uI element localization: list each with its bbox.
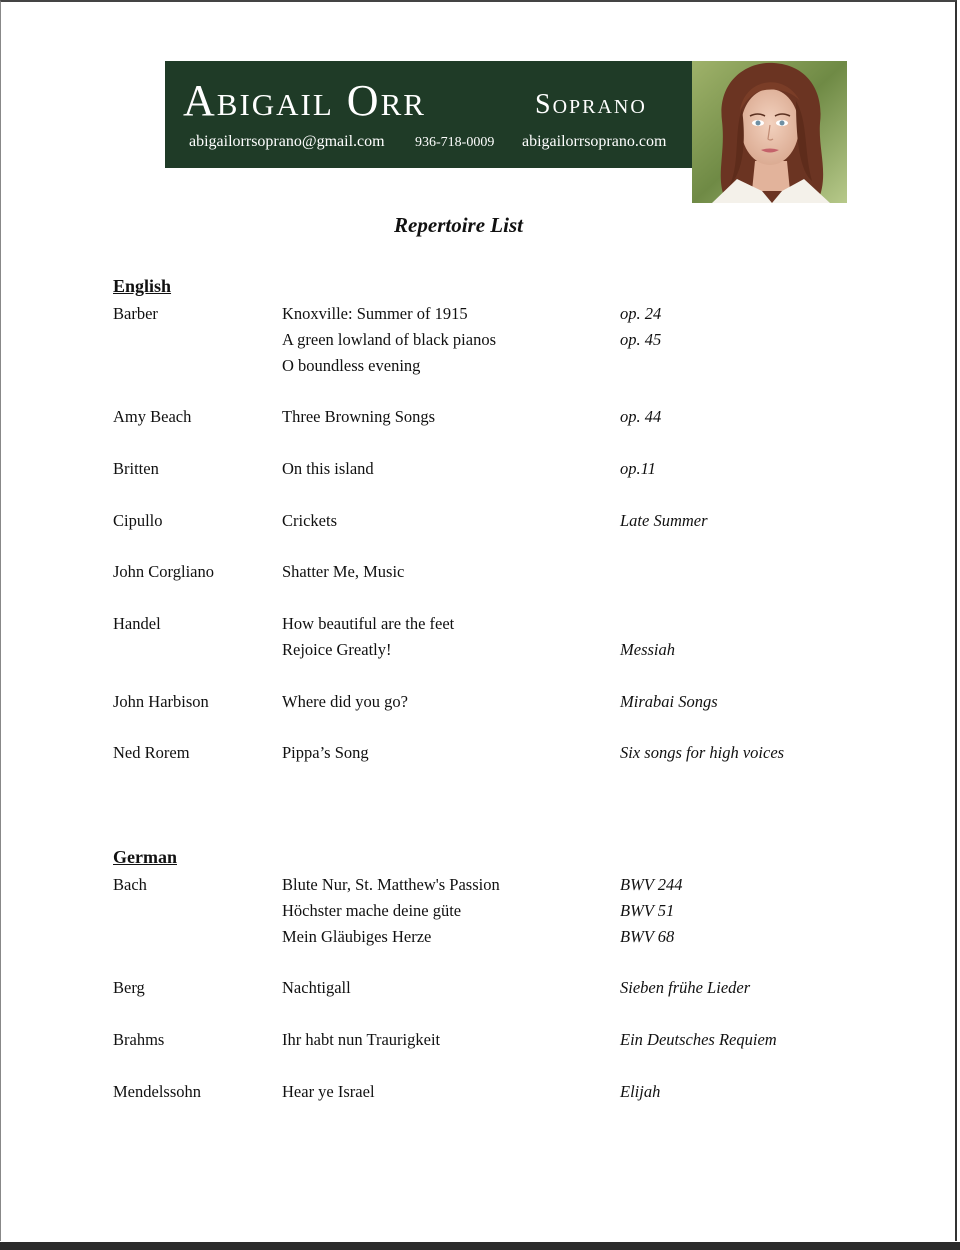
piece-title: Where did you go? xyxy=(282,692,408,711)
piece-opus: Sieben frühe Lieder xyxy=(620,978,751,997)
composer: John Harbison xyxy=(113,692,209,711)
piece-opus: BWV 51 xyxy=(620,901,675,920)
composer: Berg xyxy=(113,978,145,997)
piece-title: Mein Gläubiges Herze xyxy=(282,927,432,946)
window-bottom-bar xyxy=(0,1242,960,1250)
performer-name: Abigail Orr xyxy=(183,76,426,125)
piece-title: Blute Nur, St. Matthew's Passion xyxy=(282,875,500,894)
document-title: Repertoire List xyxy=(394,213,523,237)
piece-title: On this island xyxy=(282,459,374,478)
composer: John Corgliano xyxy=(113,562,214,581)
composer: Barber xyxy=(113,304,158,323)
piece-opus: Ein Deutsches Requiem xyxy=(620,1030,777,1049)
section-heading-english: English xyxy=(113,276,172,296)
piece-title: Crickets xyxy=(282,511,337,530)
piece-opus: Mirabai Songs xyxy=(620,692,718,711)
piece-title: Ihr habt nun Traurigkeit xyxy=(282,1030,441,1049)
composer: Amy Beach xyxy=(113,407,192,426)
piece-title: A green lowland of black pianos xyxy=(282,330,496,349)
piece-title: Pippa’s Song xyxy=(282,743,369,762)
composer: Ned Rorem xyxy=(113,743,190,762)
piece-opus: op. 44 xyxy=(620,407,662,426)
piece-title: Höchster mache deine güte xyxy=(282,901,462,920)
contact-email: abigailorrsoprano@gmail.com xyxy=(189,133,385,150)
header-banner xyxy=(165,61,692,168)
piece-title: Hear ye Israel xyxy=(282,1082,375,1101)
piece-title: How beautiful are the feet xyxy=(282,614,455,633)
composer: Cipullo xyxy=(113,511,163,530)
piece-opus: op. 24 xyxy=(620,304,662,323)
headshot-photo xyxy=(692,61,847,203)
piece-opus: Elijah xyxy=(620,1082,661,1101)
composer: Mendelssohn xyxy=(113,1082,201,1101)
composer: Bach xyxy=(113,875,147,894)
piece-opus: Six songs for high voices xyxy=(620,743,785,762)
composer: Handel xyxy=(113,614,161,633)
piece-title: Three Browning Songs xyxy=(282,407,436,426)
piece-opus: BWV 244 xyxy=(620,875,683,894)
contact-website: abigailorrsoprano.com xyxy=(522,133,667,150)
piece-opus: BWV 68 xyxy=(620,927,675,946)
piece-opus: op. 45 xyxy=(620,330,662,349)
headshot-illustration xyxy=(692,61,847,203)
piece-title: Nachtigall xyxy=(282,978,351,997)
piece-title: Knoxville: Summer of 1915 xyxy=(282,304,468,323)
piece-title: Rejoice Greatly! xyxy=(282,640,392,659)
section-heading-german: German xyxy=(113,847,177,867)
composer: Britten xyxy=(113,459,159,478)
contact-phone: 936-718-0009 xyxy=(415,135,495,150)
piece-opus: Messiah xyxy=(620,640,675,659)
voice-type: Soprano xyxy=(535,89,647,120)
piece-title: O boundless evening xyxy=(282,356,421,375)
piece-opus: op.11 xyxy=(620,459,656,478)
piece-opus: Late Summer xyxy=(620,511,708,530)
piece-title: Shatter Me, Music xyxy=(282,562,405,581)
composer: Brahms xyxy=(113,1030,165,1049)
